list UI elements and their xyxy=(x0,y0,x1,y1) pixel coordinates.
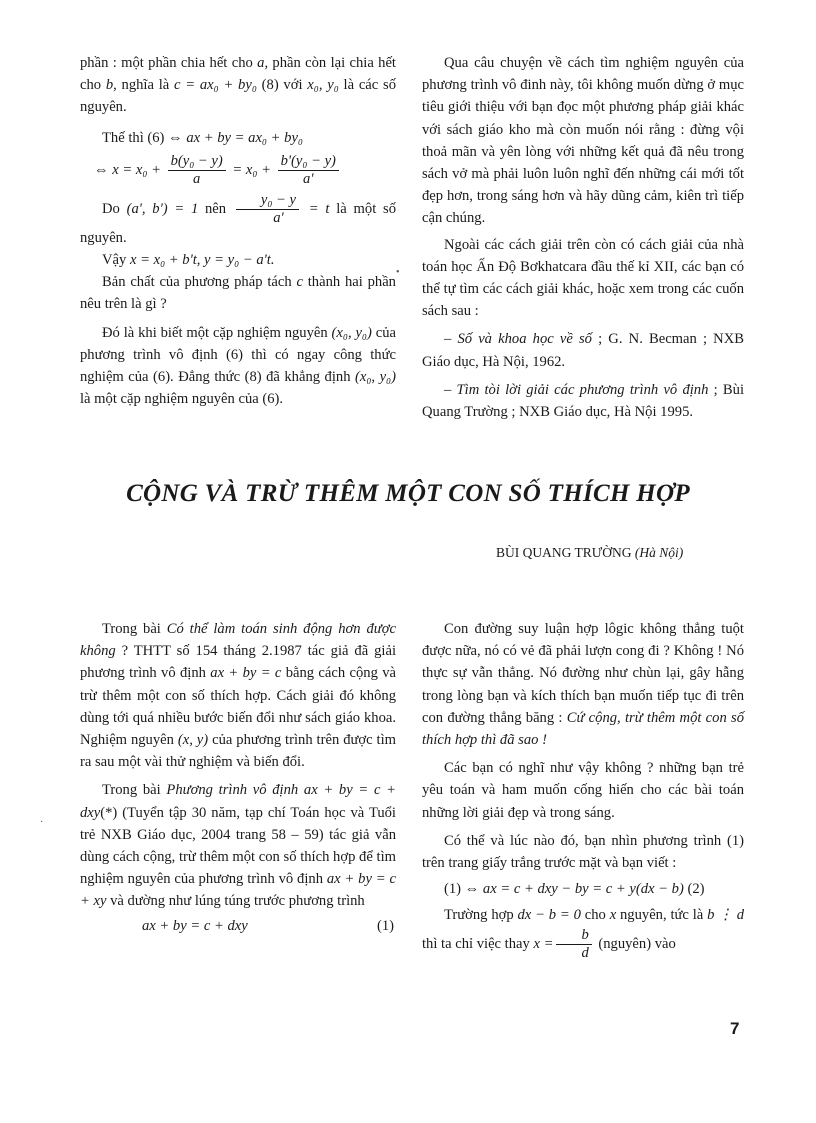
paragraph xyxy=(80,779,396,912)
text: phần : một phần chia hết cho xyxy=(80,55,258,71)
reference-2 xyxy=(422,379,744,423)
math: x = xyxy=(533,935,554,952)
text: (*) (Tuyển tập 30 năm, tạp chí Toán học và Tuổi trẻ NXB Giáo dục, 2004 trang 58 – 59) tác giả vẫn dùng cách cộng, trừ thêm một con số thích hợp để tìm nghiệm nguyên của phương trình vô định xyxy=(80,804,396,888)
equation-expression: ax + by = c + dxy xyxy=(142,917,248,934)
equation-2 xyxy=(422,878,744,900)
denominator: a' xyxy=(303,170,314,187)
page-number: 7 xyxy=(730,1019,740,1038)
text: thì ta chỉ việc thay xyxy=(422,935,534,952)
text: , nghĩa là xyxy=(113,77,174,94)
text: (8) với xyxy=(256,77,308,94)
text: là một số nguyên. xyxy=(80,200,396,246)
reference-1 xyxy=(422,328,744,372)
paragraph: Ngoài các cách giải trên còn có cách giải của nhà toán học Ấn Độ Bơkhatcara đầu thế kỉ XII, các bạn có thể tự tìm các cách giải khác, hoặc xem trong các cuốn sách sau : xyxy=(422,236,744,320)
math: (x, y) xyxy=(177,732,209,749)
reference-title: – Số và khoa học về số xyxy=(444,331,592,348)
paragraph: Qua câu chuyện về cách tìm nghiệm nguyên của phương trình vô đinh này, tôi không muốn dừng ở mục tiêu giới thiệu với bạn đọc một phương pháp giải khác với sách giáo kho mà còn muốn nói rằng : đừng vội thoả mãn và yên lòng với những kết quả đã nêu trong sách vở mà phải luôn luôn nghĩ đến những cái mới tốt đẹp hơn, trong sáng hơn và hãy dũng cảm, kiên trì tiếp cận chúng. xyxy=(422,55,744,227)
text: của phương trình vô định (6) thì có ngay công thức nghiệm của (6). Đẳng thức (8) đã khẳng định xyxy=(80,324,396,386)
text: Con đường suy luận hợp lôgic không thẳng tuột được nữa, nó có vẻ đã phải lượn cong đi ? Không ! Nó thực sự vẫn thẳng. Nó đường như chùn lại, gây hẫng trong lòng bạn và kích thích bạn muốn tiếp tục đi trên con đường thẳng băng : xyxy=(422,621,744,726)
paragraph xyxy=(80,192,396,249)
text: và dường như lúng túng trước phương trình xyxy=(106,893,365,910)
paragraph: Các bạn có nghĩ như vậy không ? những bạn trẻ yêu toán và ham muốn cống hiến cho các bài toán những lời giải đẹp và trong sáng. xyxy=(422,760,744,821)
math: = t xyxy=(302,200,330,217)
text: bằng cách cộng và trừ thêm một con số thích hợp. Cách giải đó không dùng tới quá nhiều bước biến đổi như sách giáo khoa. Nghiệm nguyên xyxy=(80,665,396,749)
byline xyxy=(496,542,683,564)
math: (x₀, y₀) xyxy=(331,324,372,341)
math: x = x₀ + b't, y = y₀ − a't. xyxy=(129,252,275,269)
text: nên xyxy=(198,200,233,217)
math: ax + by = c + xy xyxy=(80,871,396,910)
denominator: a' xyxy=(273,209,284,226)
text: của phương trình trên được tìm ra sau một vài thử nghiệm và biến đổi. xyxy=(80,732,396,771)
math: ax + by = ax₀ + by₀ xyxy=(186,129,303,146)
author-location: (Hà Nội) xyxy=(634,545,684,560)
paragraph xyxy=(80,52,396,119)
paragraph xyxy=(80,249,396,271)
fraction xyxy=(278,153,339,188)
math: (a', b') = 1 xyxy=(126,200,199,217)
numerator: b'(y₀ − y) xyxy=(278,153,339,171)
paragraph xyxy=(80,271,396,315)
numerator: b(y₀ − y) xyxy=(168,153,226,171)
text: cho xyxy=(580,907,610,924)
math: a xyxy=(257,55,265,71)
text: Trường hợp xyxy=(444,907,518,924)
article-title: CỘNG VÀ TRỪ THÊM MỘT CON SỐ THÍCH HỢP xyxy=(126,480,690,507)
top-right-column xyxy=(422,52,744,433)
author-name: BÙI QUANG TRƯỜNG xyxy=(496,545,632,560)
paragraph xyxy=(422,618,744,751)
text: là một cặp nghiệm nguyên của (6). xyxy=(80,391,284,408)
math: ax + by = c xyxy=(210,665,282,682)
emphasis: Cứ cộng, trừ thêm một con số thích hợp thì đã sao ! xyxy=(422,709,744,749)
reference-details: ; G. N. Becman ; NXB Giáo dục, Hà Nội, 1962. xyxy=(422,331,744,370)
fraction xyxy=(168,153,226,188)
scan-speck: · xyxy=(40,817,44,828)
cited-title: Phương trình vô định ax + by = c + dxy xyxy=(80,782,397,821)
scan-speck: • xyxy=(396,267,400,278)
math: (x₀, y₀) xyxy=(355,369,396,386)
text: thành hai phần nêu trên là gì ? xyxy=(80,274,396,313)
equation-label: (2) xyxy=(683,881,705,898)
text: Thế thì (6) ⇔ xyxy=(102,129,187,146)
text: Trong bài xyxy=(102,621,167,637)
math: = x₀ + xyxy=(228,161,275,178)
text: Đó là khi biết một cặp nghiệm nguyên xyxy=(102,324,332,341)
math: dx − b = 0 xyxy=(517,907,581,924)
reference-details: ; Bùi Quang Trường ; NXB Giáo dục, Hà Nội 1995. xyxy=(422,381,745,421)
equation-expression: ax = c + dxy − by = c + y(dx − b) xyxy=(482,881,684,898)
bottom-left-column xyxy=(80,618,396,939)
paragraph xyxy=(80,322,396,411)
paragraph xyxy=(80,127,396,149)
numerator: y₀ − y xyxy=(236,192,299,210)
paragraph: Có thể và lúc nào đó, bạn nhìn phương trình (1) trên trang giấy trắng trước mặt và bạn viết : xyxy=(422,832,744,872)
fraction xyxy=(556,927,591,962)
text: (nguyên) vào xyxy=(594,935,676,952)
text: Bản chất của phương pháp tách xyxy=(102,274,297,291)
text: Trong bài xyxy=(102,782,167,799)
equation-x xyxy=(80,153,396,188)
text: Do xyxy=(102,200,127,217)
equation-8: c = ax₀ + by₀ xyxy=(174,77,257,94)
top-left-column xyxy=(80,52,396,420)
math: c xyxy=(296,274,303,291)
reference-title: – Tìm tòi lời giải các phương trình vô định xyxy=(444,381,709,398)
text: , phần còn lại chia hết cho xyxy=(80,55,396,94)
numerator: b xyxy=(556,927,591,945)
paragraph xyxy=(80,618,396,773)
paragraph xyxy=(422,904,744,961)
text: là các số nguyên. xyxy=(80,77,396,116)
math: x xyxy=(609,907,617,924)
math: (1) ⇔ xyxy=(444,881,483,898)
math: ⇔ x = x₀ + xyxy=(94,161,165,178)
fraction xyxy=(236,192,299,227)
bottom-right-column xyxy=(422,618,744,972)
denominator: d xyxy=(581,944,589,961)
denominator: a xyxy=(193,170,201,187)
math: b ⋮ d xyxy=(707,907,744,924)
equation-label: (1) xyxy=(376,917,394,934)
text: ? THTT số 154 tháng 2.1987 tác giả đã giải phương trình vô định xyxy=(80,643,396,682)
equation-1 xyxy=(80,915,396,939)
math: b xyxy=(105,77,114,94)
text: nguyên, tức là xyxy=(616,907,708,924)
cited-title: Có thể làm toán sinh động hơn được không xyxy=(80,621,397,660)
math: x₀, y₀ xyxy=(307,77,339,94)
text: Vậy xyxy=(102,252,130,269)
